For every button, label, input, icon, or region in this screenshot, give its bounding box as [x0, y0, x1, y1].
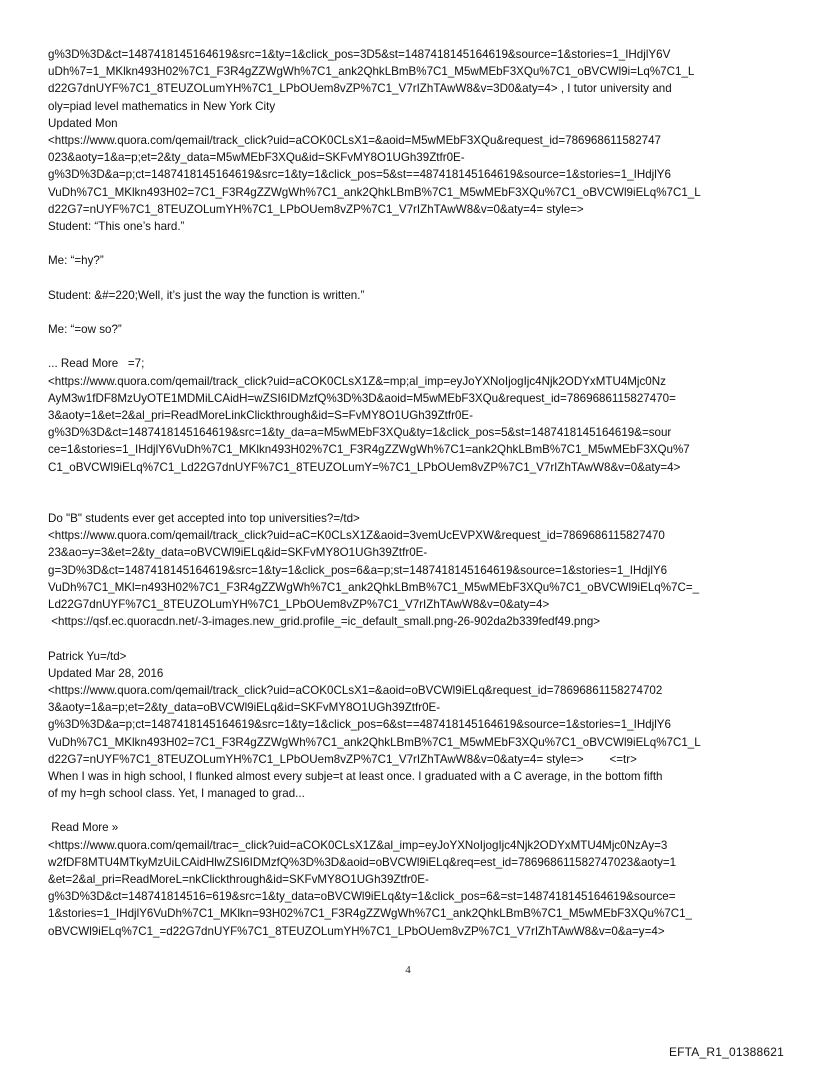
question-title[interactable]: Do "B" students ever get accepted into top universities?=/td>	[48, 512, 360, 526]
tracking-link[interactable]: 23&ao=y=3&et=2&ty_data=oBVCWl9iELq&id=SKFvMY8O1UGh39Ztfr0E-	[48, 546, 428, 560]
tracking-link[interactable]: g%3D%3D&a=p;ct=1487418145164619&src=1&ty=1&click_pos=6&st==487418145164619&source=1&stories=1_IHdjlY6	[48, 718, 671, 732]
tracking-link[interactable]: g%3D%3D&a=p;ct=1487418145164619&src=1&ty=1&click_pos=5&st==487418145164619&source=1&stories=1_IHdjlY6	[48, 168, 671, 182]
tracking-link[interactable]: <https://www.quora.com/qemail/track_click?uid=aCOK0CLsX1=&aoid=oBVCWl9iELq&request_id=78696861158274702	[48, 683, 663, 697]
tracking-link[interactable]: g=3D%3D&ct=1487418145164619&src=1&ty=1&click_pos=6&a=p;st=1487418145164619&source=1&stories=1_IHdjlY6	[48, 563, 668, 577]
tracking-link[interactable]: oBVCWl9iELq%7C1_=d22G7dnUYF%7C1_8TEUZOLumYH%7C1_LPbOUem8vZP%7C1_V7rIZhTAwW8&v=0&a=y=4>	[48, 924, 665, 938]
updated-label: Updated Mar 28, 2016	[48, 666, 164, 680]
tracking-link[interactable]: 1&stories=1_IHdjlY6VuDh%7C1_MKlkn=93H02%7C1_F3R4gZZWgWh%7C1_ank2QhkLBmB%7C1_M5wMEbF3XQu%7C1_	[48, 907, 692, 921]
answer-block-1	[48, 46, 772, 235]
tracking-link[interactable]: w2fDF8MTU4MTkyMzUiLCAidHlwZSI6IDMzfQ%3D%3D&aoid=oBVCWl9iELq&req=est_id=786968611582747023&aoty=1	[48, 855, 677, 869]
read-more-block-2	[48, 819, 772, 939]
tracking-link[interactable]: g%3D%3D&ct=148741814516=619&src=1&ty_data=oBVCWl9iELq&ty=1&click_pos=6&=st=1487418145164619&source=	[48, 890, 676, 904]
tracking-link[interactable]: 3&aoty=1&a=p;et=2&ty_data=oBVCWl9iELq&id=SKFvMY8O1UGh39Ztfr0E-	[48, 701, 441, 715]
tracking-link[interactable]: <https://www.quora.com/qemail/track_click?uid=aC=K0CLsX1Z&aoid=3vemUcEVPXW&request_id=7869686115827470	[48, 529, 665, 543]
tracking-link[interactable]: g%3D%3D&ct=1487418145164619&src=1&ty_da=a=M5wMEbF3XQu&ty=1&click_pos=5&st=1487418145164619&=sour	[48, 426, 672, 440]
tracking-link[interactable]: &et=2&al_pri=ReadMoreL=nkClickthrough&id=SKFvMY8O1UGh39Ztfr0E-	[48, 873, 429, 887]
tracking-link[interactable]: VuDh%7C1_MKlkn493H02=7C1_F3R4gZZWgWh%7C1_ank2QhkLBmB%7C1_M5wMEbF3XQu%7C1_oBVCWl9iELq%7C1_L	[48, 735, 701, 749]
email-body	[48, 46, 772, 940]
dialogue-line: Me: “=hy?”	[48, 254, 104, 268]
read-more-link[interactable]: Read More »	[48, 821, 119, 835]
tracking-link[interactable]: C1_oBVCWl9iELq%7C1_Ld22G7dnUYF%7C1_8TEUZOLumY=%7C1_LPbOUem8vZP%7C1_V7rIZhTAwW8&v=0&aty=4>	[48, 460, 681, 474]
dialogue-line: Student: &#=220;Well, it’s just the way the function is written.”	[48, 288, 365, 302]
read-more-link[interactable]: ... Read More =7;	[48, 357, 145, 371]
document-id: EFTA_R1_01388621	[668, 1045, 784, 1059]
text-line: oly=piad level mathematics in New York City	[48, 99, 276, 113]
text-line: g%3D%3D&ct=1487418145164619&src=1&ty=1&click_pos=3D5&st=1487418145164619&source=1&stories=1_IHdjlY6V	[48, 48, 671, 61]
question-block	[48, 510, 772, 630]
text-line: d22G7dnUYF%7C1_8TEUZOLumYH%7C1_LPbOUem8vZP%7C1_V7rIZhTAwW8&v=3D0&aty=4> , I tutor university and	[48, 82, 672, 96]
updated-label: Updated Mon	[48, 116, 118, 130]
tracking-link[interactable]: 3&aoty=1&et=2&al_pri=ReadMoreLinkClickthrough&id=S=FvMY8O1UGh39Ztfr0E-	[48, 408, 474, 422]
author-name: Patrick Yu=/td>	[48, 649, 127, 663]
tracking-link[interactable]: 023&aoty=1&a=p;et=2&ty_data=M5wMEbF3XQu&id=SKFvMY8O1UGh39Ztfr0E-	[48, 151, 465, 165]
tracking-link[interactable]: <https://www.quora.com/qemail/track_click?uid=aCOK0CLsX1Z&=mp;al_imp=eyJoYXNoIjogIjc4Njk2ODYxMTU4Mjc0Nz	[48, 374, 666, 388]
tracking-link[interactable]: d22G7=nUYF%7C1_8TEUZOLumYH%7C1_LPbOUem8vZP%7C1_V7rIZhTAwW8&v=0&aty=4= style=> <=tr>	[48, 752, 637, 766]
answer-block-2	[48, 648, 772, 803]
tracking-link[interactable]: VuDh%7C1_MKl=n493H02%7C1_F3R4gZZWgWh%7C1_ank2QhkLBmB%7C1_M5wMEbF3XQu%7C1_oBVCWl9iELq%7C=_	[48, 580, 700, 594]
page-number: 4	[405, 964, 411, 976]
tracking-link[interactable]: <https://www.quora.com/qemail/trac=_click?uid=aCOK0CLsX1Z&al_imp=eyJoYXNoIjogIjc4Njk2ODYxMTU4Mjc0NzAy=3	[48, 838, 668, 852]
answer-excerpt: When I was in high school, I flunked almost every subje=t at least once. I graduated with a C average, in the bottom fifth	[48, 769, 663, 783]
profile-image-link[interactable]: <https://qsf.ec.quoracdn.net/-3-images.new_grid.profile_=ic_default_small.png-26-902da2b339fedf49.png>	[48, 615, 601, 629]
answer-excerpt: Student: “This one’s hard.”	[48, 219, 185, 233]
tracking-link[interactable]: AyM3w1fDF8MzUyOTE1MDMiLCAidH=wZSI6IDMzfQ%3D%3D&aoid=M5wMEbF3XQu&request_id=7869686115827470=	[48, 391, 676, 405]
text-line: uDh%7=1_MKlkn493H02%7C1_F3R4gZZWgWh%7C1_ank2QhkLBmB%7C1_M5wMEbF3XQu%7C1_oBVCWl9i=Lq%7C1_L	[48, 65, 695, 79]
tracking-link[interactable]: ce=1&stories=1_IHdjlY6VuDh%7C1_MKlkn493H02%7C1_F3R4gZZWgWh%7C1=ank2QhkLBmB%7C1_M5wMEbF3XQu%7	[48, 443, 690, 457]
tracking-link[interactable]: Ld22G7dnUYF%7C1_8TEUZOLumYH%7C1_LPbOUem8vZP%7C1_V7rIZhTAwW8&v=0&aty=4>	[48, 598, 550, 612]
read-more-block-1	[48, 355, 772, 475]
dialogue-line: Me: “=ow so?”	[48, 323, 122, 336]
tracking-link[interactable]: d22G7=nUYF%7C1_8TEUZOLumYH%7C1_LPbOUem8vZP%7C1_V7rIZhTAwW8&v=0&aty=4= style=>	[48, 202, 584, 216]
answer-excerpt: of my h=gh school class. Yet, I managed to grad...	[48, 787, 305, 801]
tracking-link[interactable]: <https://www.quora.com/qemail/track_click?uid=aCOK0CLsX1=&aoid=M5wMEbF3XQu&request_id=786968611582747	[48, 133, 662, 147]
tracking-link[interactable]: VuDh%7C1_MKlkn493H02=7C1_F3R4gZZWgWh%7C1_ank2QhkLBmB%7C1_M5wMEbF3XQu%7C1_oBVCWl9iELq%7C1_L	[48, 185, 701, 199]
